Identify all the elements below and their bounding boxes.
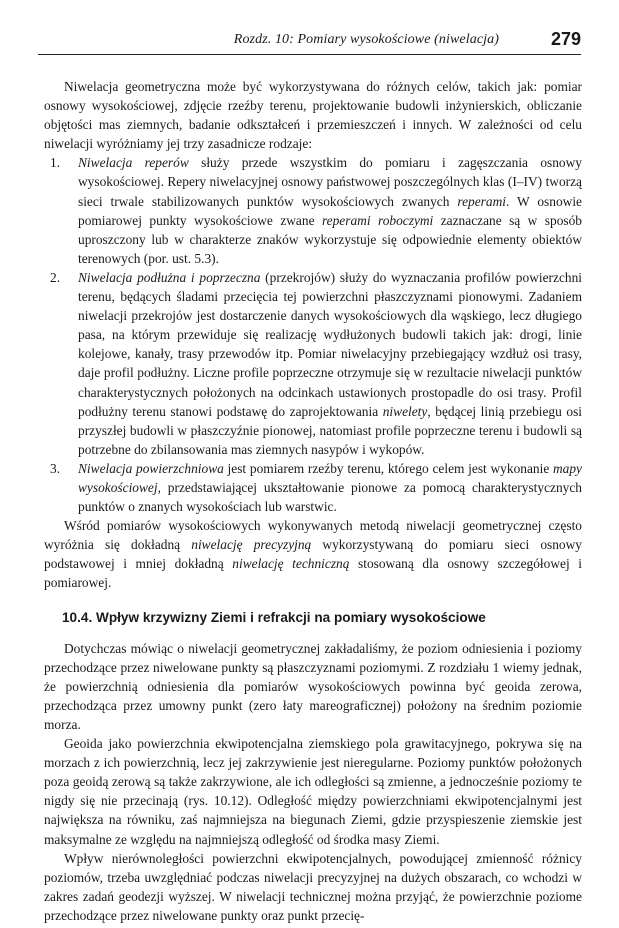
term: reperami <box>457 193 506 209</box>
section-paragraph <box>44 639 582 734</box>
list-item-text <box>78 461 582 514</box>
list-item-number: 3. <box>50 460 61 476</box>
text-run: . W osnowie pomiarowej punkty wysokościowe zwane <box>78 193 582 228</box>
summary-paragraph <box>44 516 582 592</box>
text-run: , będącej linią przebiegu osi przyszłej budowli w płaszczyźnie pionowej, natomiast profile poprzeczne terenu i budowli są potrzebne do zbilansowania mas ziemnych nasypów i wykopów. <box>78 403 583 457</box>
text-run: Wśród pomiarów wysokościowych wykonywanych metodą niwelacji geometrycznej często wyróżnia się dokładną <box>44 518 582 553</box>
list-item <box>44 153 582 268</box>
term: mapy wysokościowej <box>78 460 583 495</box>
section-heading: 10.4. Wpływ krzywizny Ziemi i refrakcji na pomiary wysokościowe <box>62 609 486 625</box>
text-run: Dotychczas mówiąc o niwelacji geometrycznej zakładaliśmy, że poziom odniesienia i poziomy przechodzące przez niwelowane punkty są płaszczyznami poziomymi. Z rozdziału 1 wiemy jednak, że powierzchnią odniesienia dla pomiarów wysokościowych powinna być geoida zerowa, przechodząca przez umowny punkt (zero łaty mareograficznej) położony na średnim poziomie morza. <box>44 640 582 732</box>
term: niwelację techniczną <box>232 556 350 572</box>
text-run: wykorzystywaną do pomiaru sieci osnowy podstawowej i mniej dokładną <box>44 537 582 572</box>
text-run: (przekrojów) służy do wyznaczania profilów powierzchni terenu, będących śladami przecięcia tej powierzchni płaszczyznami pionowymi. Zadaniem niwelacji przekrojów jest dostarczenie danych wysokościowych dla wąskiego, lecz długiego pasa, na którym przewiduje się realizację wydłużonych budowli takich jak: drogi, linie kolejowe, kanały, trasy przewodów itp. Pomiar niwelacyjny przebiegający wzdłuż osi trasy, daje profil podłużny. Liczne profile poprzeczne otrzymuje się w rezultacie niwelacji punktów charakterystycznych położonych na odcinkach ustawionych prostopadle do osi trasy. Profil podłużny terenu stanowi podstawę do zaprojektowania <box>78 269 582 419</box>
page-header <box>38 28 581 55</box>
text-run: , przedstawiającej ukształtowanie pionowe za pomocą charakterystycznych punktów o znanych wysokościach lub warstwic. <box>78 479 582 515</box>
term: Niwelacja podłużna i poprzeczna <box>78 269 261 285</box>
list-item-text <box>78 155 582 265</box>
term: niwelację precyzyjną <box>191 537 312 553</box>
list-item-number: 1. <box>50 155 61 171</box>
list-item <box>44 268 582 459</box>
section-paragraph <box>44 849 582 925</box>
text-run: zaznaczane są w sposób uproszczony lub w charakterze znaków wykorzystuje się odpowiednie elementy obiektów terenowych (por. ust. 5.3). <box>78 212 582 266</box>
term: Niwelacja powierzchniowa <box>78 460 224 476</box>
text-run: Wpływ nierównoległości powierzchni ekwipotencjalnych, powodującej zmienność różnicy poziomów, trzeba uwzględniać podczas niwelacji precyzyjnej na dużych obszarach, co wchodzi w zakres zadań geodezji wyższej. W niwelacji technicznej można przyjąć, że powierzchnie poziome przechodzące przez niwelowane punkty oraz punkt przecię- <box>44 850 582 923</box>
section-paragraph <box>44 734 582 849</box>
text-run: służy przede wszystkim do pomiaru i zagęszczania osnowy wysokościowej. Repery niwelacyjnej osnowy państwowej poszczególnych klas (I–IV) tworzą sieci trwale stabilizowanych punktów wysokościowych zwanych <box>78 155 582 209</box>
list-item-text <box>78 270 582 457</box>
niwelacja-types-list <box>44 153 582 516</box>
term: reperami roboczymi <box>321 212 434 228</box>
text-run: stosowaną dla osnowy szczegółowej i pomiarowej. <box>44 556 582 591</box>
list-item-number: 2. <box>50 269 61 285</box>
term: Niwelacja reperów <box>78 155 189 171</box>
body-text <box>44 77 582 925</box>
list-item <box>44 459 582 516</box>
page-number: 279 <box>550 29 581 49</box>
text-run: Geoida jako powierzchnia ekwipotencjalna ziemskiego pola grawitacyjnego, pokrywa się na morzach z ich powierzchnią, lecz jej zakrzywienie jest nieregularne. Poziomy punktów położonych poza geoidą zerową są także zakrzywione, ale ich odległości są zmienne, a jednocześnie poziomy te nigdy się nie przecinają (rys. 10.12). Odległość między powierzchniami ekwipotencjalnymi jest największa na równiku, zaś najmniejsza na biegunach Ziemi, gdzie przyspieszenie ziemskie jest maksymalne ze względu na najmniejszą odległość od środka masy Ziemi. <box>44 736 582 847</box>
term: niwelety <box>382 403 428 419</box>
text-run: jest pomiarem rzeźby terenu, którego celem jest wykonanie <box>223 460 553 476</box>
intro-paragraph: Niwelacja geometryczna może być wykorzystywana do różnych celów, takich jak: pomiar osnowy wysokościowej, zdjęcie rzeźby terenu, projektowanie budowli inżynierskich, obliczanie objętości mas ziemnych, badanie odkształceń i przemieszczeń i innych. W zależności od celu niwelacji wyróżniamy jej trzy zasadnicze rodzaje: <box>44 79 582 152</box>
running-title: Rozdz. 10: Pomiary wysokościowe (niwelacja) <box>233 32 499 47</box>
